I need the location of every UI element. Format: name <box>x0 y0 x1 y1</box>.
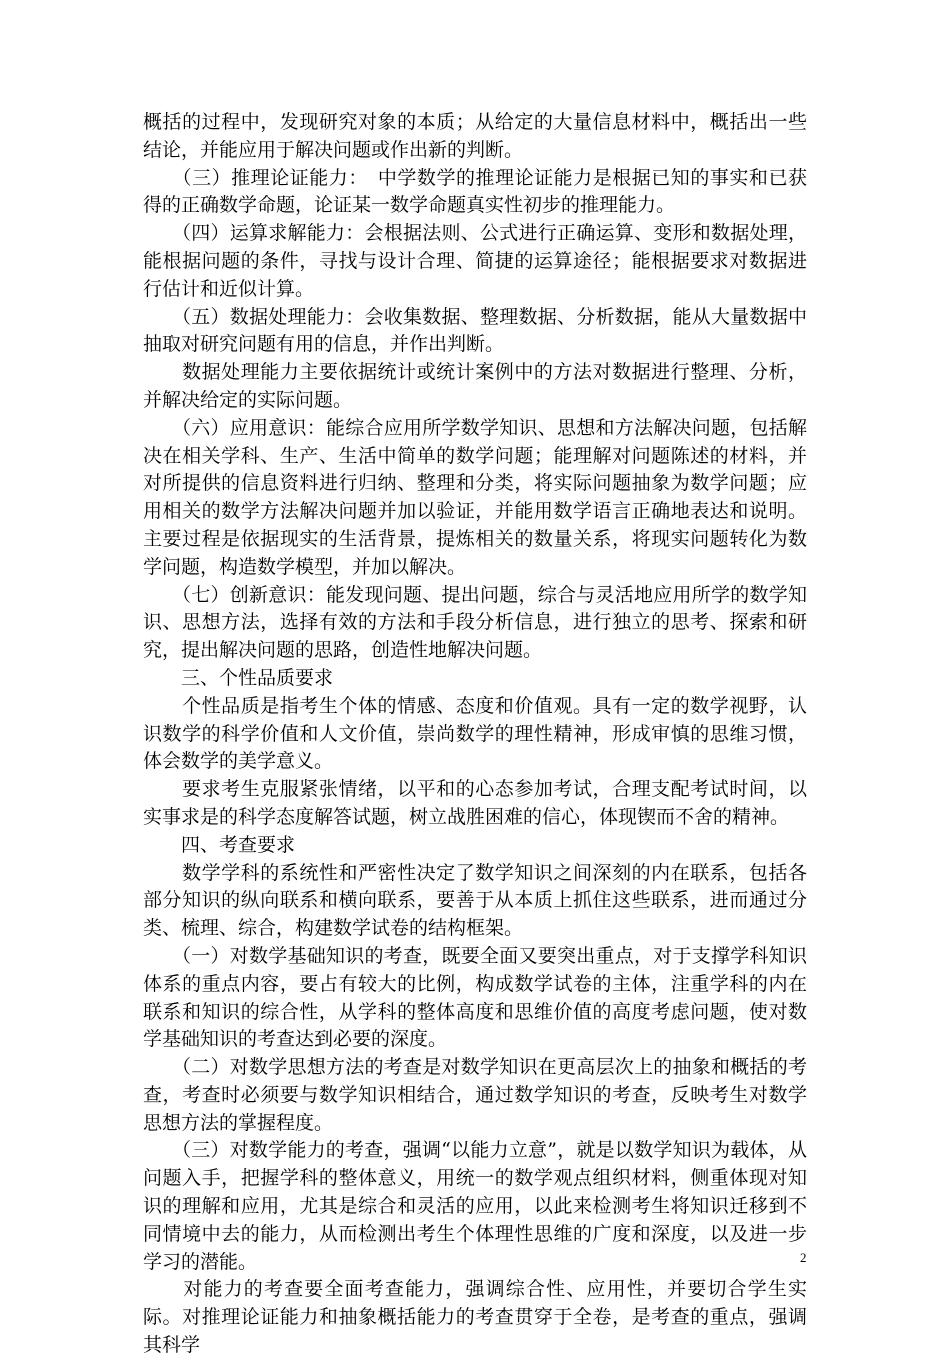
document-body <box>143 109 807 1360</box>
paragraph-comprehensive-ability: 对能力的考查要全面考查能力，强调综合性、应用性，并要切合学生实际。对推理论证能力和抽象概括能力的考查贯穿于全卷，是考查的重点，强调其科学 <box>143 1278 807 1357</box>
paragraph-ability-assessment: （三）对数学能力的考查，强调“以能力立意”，就是以数学知识为载体，从问题入手，把握学科的整体意义，用统一的数学观点组织材料，侧重体现对知识的理解和应用，尤其是综合和灵活的应用，以此来检测考生将知识迁移到不同情境中去的能力，从而检测出考生个体理性思维的广度和深度，以及进一步学习的潜能。 <box>143 1139 807 1273</box>
paragraph-exam-attitude: 要求考生克服紧张情绪，以平和的心态参加考试，合理支配考试时间，以实事求是的科学态度解答试题，树立战胜困难的信心，体现锲而不舍的精神。 <box>143 778 807 828</box>
section-heading-assessment-requirements: 四、考查要求 <box>143 833 296 856</box>
paragraph-subject-systematicness: 数学学科的系统性和严密性决定了数学知识之间深刻的内在联系，包括各部分知识的纵向联系和横向联系，要善于从本质上抓住这些联系，进而通过分类、梳理、综合，构建数学试卷的结构框架。 <box>143 861 807 940</box>
paragraph-computation-ability: （四）运算求解能力：会根据法则、公式进行正确运算、变形和数据处理，能根据问题的条件，寻找与设计合理、简捷的运算途径；能根据要求对数据进行估计和近似计算。 <box>143 222 807 300</box>
paragraph-personal-qualities: 个性品质是指考生个体的情感、态度和价值观。具有一定的数学视野，认识数学的科学价值和人文价值，崇尚数学的理性精神，形成审慎的思维习惯，体会数学的美学意义。 <box>143 694 807 773</box>
section-heading-personal-qualities: 三、个性品质要求 <box>143 666 334 689</box>
paragraph-thinking-methods-assessment: （二）对数学思想方法的考查是对数学知识在更高层次上的抽象和概括的考查，考查时必须要与数学知识相结合，通过数学知识的考查，反映考生对数学思想方法的掌握程度。 <box>143 1056 807 1134</box>
paragraph-basic-knowledge-assessment: （一）对数学基础知识的考查，既要全面又要突出重点，对于支撑学科知识体系的重点内容，要占有较大的比例，构成数学试卷的主体，注重学科的内在联系和知识的综合性，从学科的整体高度和思维价值的高度考虑问题，使对数学基础知识的考查达到必要的深度。 <box>143 944 807 1051</box>
paragraph-application-awareness: （六）应用意识：能综合应用所学数学知识、思想和方法解决问题，包括解决在相关学科、生产、生活中简单的数学问题；能理解对问题陈述的材料，并对所提供的信息资料进行归纳、整理和分类，将实际问题抽象为数学问题；应用相关的数学方法解决问题并加以验证，并能用数学语言正确地表达和说明。主要过程是依据现实的生活背景，提炼相关的数量关系，将现实问题转化为数学问题，构造数学模型，并加以解决。 <box>143 416 807 578</box>
paragraph-innovation-awareness: （七）创新意识：能发现问题、提出问题，综合与灵活地应用所学的数学知识、思想方法，选择有效的方法和手段分析信息，进行独立的思考、探索和研究，提出解决问题的思路，创造性地解决问题。 <box>143 583 807 662</box>
paragraph-data-processing-detail: 数据处理能力主要依据统计或统计案例中的方法对数据进行整理、分析，并解决给定的实际问题。 <box>143 361 807 411</box>
page-number: 2 <box>800 1250 807 1265</box>
paragraph-reasoning-ability: （三）推理论证能力： 中学数学的推理论证能力是根据已知的事实和已获得的正确数学命题，论证某一数学命题真实性初步的推理能力。 <box>143 166 807 217</box>
paragraph-data-processing-ability: （五）数据处理能力：会收集数据、整理数据、分析数据，能从大量数据中抽取对研究问题有用的信息，并作出判断。 <box>143 305 807 356</box>
paragraph-abstraction-continued: 概括的过程中，发现研究对象的本质；从给定的大量信息材料中，概括出一些结论，并能应用于解决问题或作出新的判断。 <box>143 111 807 161</box>
